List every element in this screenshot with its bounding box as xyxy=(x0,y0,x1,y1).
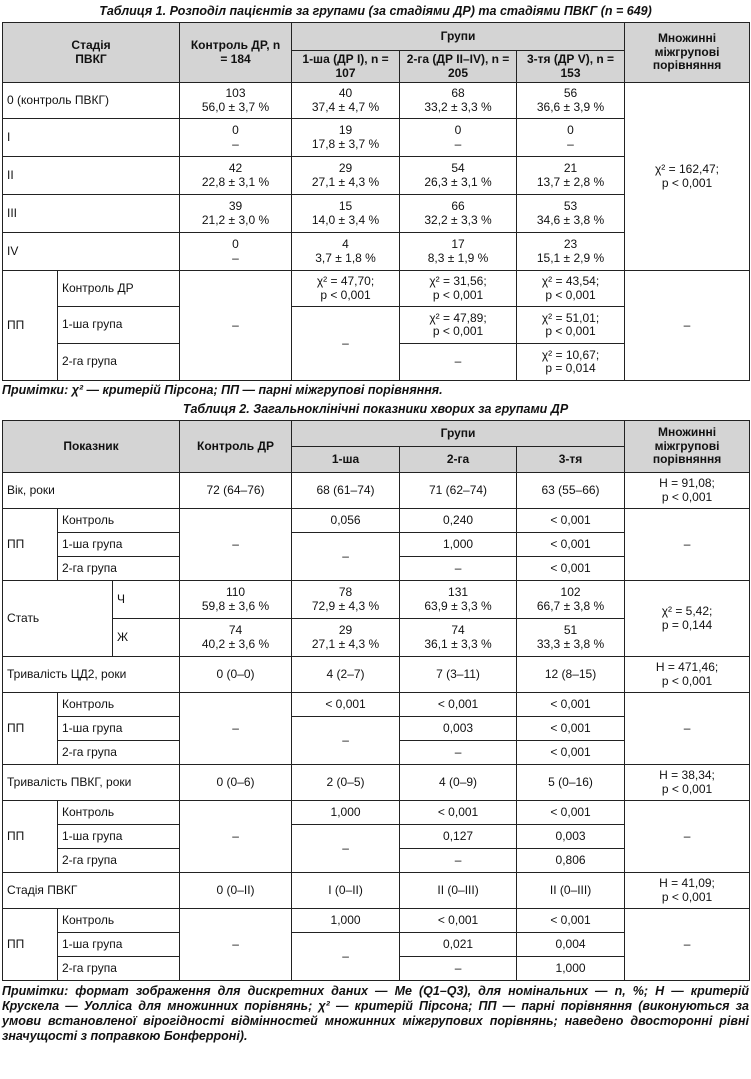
cell: 102 66,7 ± 3,8 % xyxy=(517,581,625,619)
cell: – xyxy=(625,909,750,981)
cell: II (0–III) xyxy=(517,873,625,909)
cell: – xyxy=(292,307,400,381)
cell: 19 17,8 ± 3,7 % xyxy=(292,119,400,157)
table-row xyxy=(3,801,750,825)
cell: – xyxy=(180,509,292,581)
cell: 1,000 xyxy=(292,909,400,933)
cell: 21 13,7 ± 2,8 % xyxy=(517,157,625,195)
cell: – xyxy=(625,693,750,765)
t1-header-g2: 2-га (ДР II–IV), n = 205 xyxy=(400,51,517,83)
pp-sub-label: 2-га група xyxy=(58,849,180,873)
cell: 0 – xyxy=(180,233,292,271)
cell: 39 21,2 ± 3,0 % xyxy=(180,195,292,233)
cell: – xyxy=(180,271,292,381)
row-label: IV xyxy=(3,233,180,271)
table-row xyxy=(3,873,750,909)
cell: 1,000 xyxy=(292,801,400,825)
cell: 5 (0–16) xyxy=(517,765,625,801)
pp-sub-label: 1-ша група xyxy=(58,717,180,741)
cell: – xyxy=(400,557,517,581)
cell: 12 (8–15) xyxy=(517,657,625,693)
cell: – xyxy=(180,693,292,765)
t1-header-stage: Стадія ПВКГ xyxy=(3,23,180,83)
cell: – xyxy=(292,533,400,581)
t2-header-g2: 2-га xyxy=(400,447,517,473)
pp-sub-label: Контроль xyxy=(58,509,180,533)
cell: 0 – xyxy=(517,119,625,157)
cell: 29 27,1 ± 4,3 % xyxy=(292,157,400,195)
cell: 0,806 xyxy=(517,849,625,873)
cell: < 0,001 xyxy=(517,533,625,557)
t1-header-multi: Множинні міжгрупові порівняння xyxy=(625,23,750,83)
cell: H = 91,08; p < 0,001 xyxy=(625,473,750,509)
pp-label: ПП xyxy=(3,801,58,873)
cell: 0,127 xyxy=(400,825,517,849)
t2-header-g3: 3-тя xyxy=(517,447,625,473)
cell: χ² = 43,54; p < 0,001 xyxy=(517,271,625,307)
t2-header-control: Контроль ДР xyxy=(180,421,292,473)
cell: 4 3,7 ± 1,8 % xyxy=(292,233,400,271)
t2-header-g1: 1-ша xyxy=(292,447,400,473)
cell: 51 33,3 ± 3,8 % xyxy=(517,619,625,657)
row-label: I xyxy=(3,119,180,157)
cell: 68 33,2 ± 3,3 % xyxy=(400,83,517,119)
row-label: III xyxy=(3,195,180,233)
cell: 72 (64–76) xyxy=(180,473,292,509)
table1-note: Примітки: χ² — критерій Пірсона; ПП — парні міжгрупові порівняння. xyxy=(2,383,443,397)
cell: I (0–II) xyxy=(292,873,400,909)
pp-sub-label: 1-ша група xyxy=(58,825,180,849)
cell: < 0,001 xyxy=(517,693,625,717)
row-label: 0 (контроль ПВКГ) xyxy=(3,83,180,119)
table2-note: Примітки: формат зображення для дискретних даних — Me (Q1–Q3), для номінальних — n, %; H — критерій Крускела — Уолліса для множинних порівнянь; χ² — критерій Пірсона; ПП — парні порівняння (виконуються за умови встановленої вірогідності відмінностей множинних міжгрупових порівнянь; наведено двосторонні рівні значущості з поправкою Бонферроні). xyxy=(2,984,749,1043)
table-row xyxy=(3,509,750,533)
cell: 0,240 xyxy=(400,509,517,533)
pp-sub-label: Контроль xyxy=(58,693,180,717)
cell: 2 (0–5) xyxy=(292,765,400,801)
table-row xyxy=(3,271,750,307)
row-label: Вік, роки xyxy=(3,473,180,509)
cell: 71 (62–74) xyxy=(400,473,517,509)
cell: < 0,001 xyxy=(517,801,625,825)
cell: 68 (61–74) xyxy=(292,473,400,509)
cell: 15 14,0 ± 3,4 % xyxy=(292,195,400,233)
cell: 17 8,3 ± 1,9 % xyxy=(400,233,517,271)
cell: 103 56,0 ± 3,7 % xyxy=(180,83,292,119)
cell: H = 471,46; p < 0,001 xyxy=(625,657,750,693)
cell: χ² = 10,67; p = 0,014 xyxy=(517,344,625,381)
cell: 0 (0–II) xyxy=(180,873,292,909)
cell: < 0,001 xyxy=(400,801,517,825)
cell: χ² = 5,42; p = 0,144 xyxy=(625,581,750,657)
table-row xyxy=(3,657,750,693)
pp-sub-label: Контроль xyxy=(58,801,180,825)
cell: χ² = 47,70; p < 0,001 xyxy=(292,271,400,307)
t1-header-groups: Групи xyxy=(292,23,625,51)
pp-sub-label: Контроль ДР xyxy=(58,271,180,307)
cell: – xyxy=(180,801,292,873)
table-row xyxy=(3,765,750,801)
cell: – xyxy=(292,933,400,981)
table-row xyxy=(3,581,750,619)
cell: H = 38,34; p < 0,001 xyxy=(625,765,750,801)
cell: – xyxy=(292,717,400,765)
sex-f-label: Ж xyxy=(113,619,180,657)
pp-sub-label: 1-ша група xyxy=(58,533,180,557)
table2-caption: Таблиця 2. Загальноклінічні показники хворих за групами ДР xyxy=(182,402,569,416)
cell: χ² = 31,56; p < 0,001 xyxy=(400,271,517,307)
cell: 54 26,3 ± 3,1 % xyxy=(400,157,517,195)
cell: < 0,001 xyxy=(517,509,625,533)
table-row xyxy=(3,473,750,509)
cell: χ² = 51,01; p < 0,001 xyxy=(517,307,625,344)
table-row xyxy=(3,693,750,717)
cell: 66 32,2 ± 3,3 % xyxy=(400,195,517,233)
cell: < 0,001 xyxy=(517,909,625,933)
cell: – xyxy=(400,957,517,981)
cell: 110 59,8 ± 3,6 % xyxy=(180,581,292,619)
cell: 42 22,8 ± 3,1 % xyxy=(180,157,292,195)
t2-header-groups: Групи xyxy=(292,421,625,447)
cell: 1,000 xyxy=(517,957,625,981)
t1-header-g1: 1-ша (ДР I), n = 107 xyxy=(292,51,400,83)
pp-sub-label: 2-га група xyxy=(58,557,180,581)
pp-label: ПП xyxy=(3,693,58,765)
cell: 4 (2–7) xyxy=(292,657,400,693)
table1 xyxy=(2,22,750,381)
t1-multi-value: χ² = 162,47; p < 0,001 xyxy=(625,83,750,271)
cell: 63 (55–66) xyxy=(517,473,625,509)
cell: 56 36,6 ± 3,9 % xyxy=(517,83,625,119)
cell: < 0,001 xyxy=(400,909,517,933)
row-label: Стать xyxy=(3,581,113,657)
table-row xyxy=(3,909,750,933)
cell: – xyxy=(625,801,750,873)
cell: 74 40,2 ± 3,6 % xyxy=(180,619,292,657)
table-row xyxy=(3,83,750,119)
pp-label: ПП xyxy=(3,509,58,581)
cell: 74 36,1 ± 3,3 % xyxy=(400,619,517,657)
cell: 0 (0–6) xyxy=(180,765,292,801)
sex-m-label: Ч xyxy=(113,581,180,619)
cell: < 0,001 xyxy=(517,717,625,741)
cell: 23 15,1 ± 2,9 % xyxy=(517,233,625,271)
cell: 1,000 xyxy=(400,533,517,557)
pp-sub-label: Контроль xyxy=(58,909,180,933)
table2 xyxy=(2,420,750,981)
cell: 0,003 xyxy=(400,717,517,741)
row-label: Тривалість ПВКГ, роки xyxy=(3,765,180,801)
cell: – xyxy=(625,271,750,381)
cell: χ² = 47,89; p < 0,001 xyxy=(400,307,517,344)
pp-label: ПП xyxy=(3,909,58,981)
cell: II (0–III) xyxy=(400,873,517,909)
pp-sub-label: 2-га група xyxy=(58,344,180,381)
cell: 0,003 xyxy=(517,825,625,849)
t1-header-g3: 3-тя (ДР V), n = 153 xyxy=(517,51,625,83)
cell: 53 34,6 ± 3,8 % xyxy=(517,195,625,233)
cell: – xyxy=(400,849,517,873)
t2-header-indicator: Показник xyxy=(3,421,180,473)
cell: < 0,001 xyxy=(292,693,400,717)
cell: – xyxy=(180,909,292,981)
table1-caption: Таблиця 1. Розподіл пацієнтів за групами (за стадіями ДР) та стадіями ПВКГ (n = 649) xyxy=(99,4,652,18)
cell: 78 72,9 ± 4,3 % xyxy=(292,581,400,619)
cell: < 0,001 xyxy=(400,693,517,717)
cell: – xyxy=(292,825,400,873)
cell: H = 41,09; p < 0,001 xyxy=(625,873,750,909)
cell: – xyxy=(400,344,517,381)
cell: 131 63,9 ± 3,3 % xyxy=(400,581,517,619)
cell: 0 – xyxy=(180,119,292,157)
cell: < 0,001 xyxy=(517,741,625,765)
pp-sub-label: 2-га група xyxy=(58,957,180,981)
cell: 40 37,4 ± 4,7 % xyxy=(292,83,400,119)
t1-header-control: Контроль ДР, n = 184 xyxy=(180,23,292,83)
row-label: II xyxy=(3,157,180,195)
t2-header-multi: Множинні міжгрупові порівняння xyxy=(625,421,750,473)
cell: 4 (0–9) xyxy=(400,765,517,801)
cell: 0 – xyxy=(400,119,517,157)
cell: – xyxy=(400,741,517,765)
cell: 0,004 xyxy=(517,933,625,957)
cell: 7 (3–11) xyxy=(400,657,517,693)
cell: 0,056 xyxy=(292,509,400,533)
pp-sub-label: 1-ша група xyxy=(58,933,180,957)
cell: 29 27,1 ± 4,3 % xyxy=(292,619,400,657)
cell: < 0,001 xyxy=(517,557,625,581)
cell: 0 (0–0) xyxy=(180,657,292,693)
pp-sub-label: 1-ша група xyxy=(58,307,180,344)
row-label: Стадія ПВКГ xyxy=(3,873,180,909)
cell: 0,021 xyxy=(400,933,517,957)
cell: – xyxy=(625,509,750,581)
t1-pp-label: ПП xyxy=(3,271,58,381)
pp-sub-label: 2-га група xyxy=(58,741,180,765)
row-label: Тривалість ЦД2, роки xyxy=(3,657,180,693)
